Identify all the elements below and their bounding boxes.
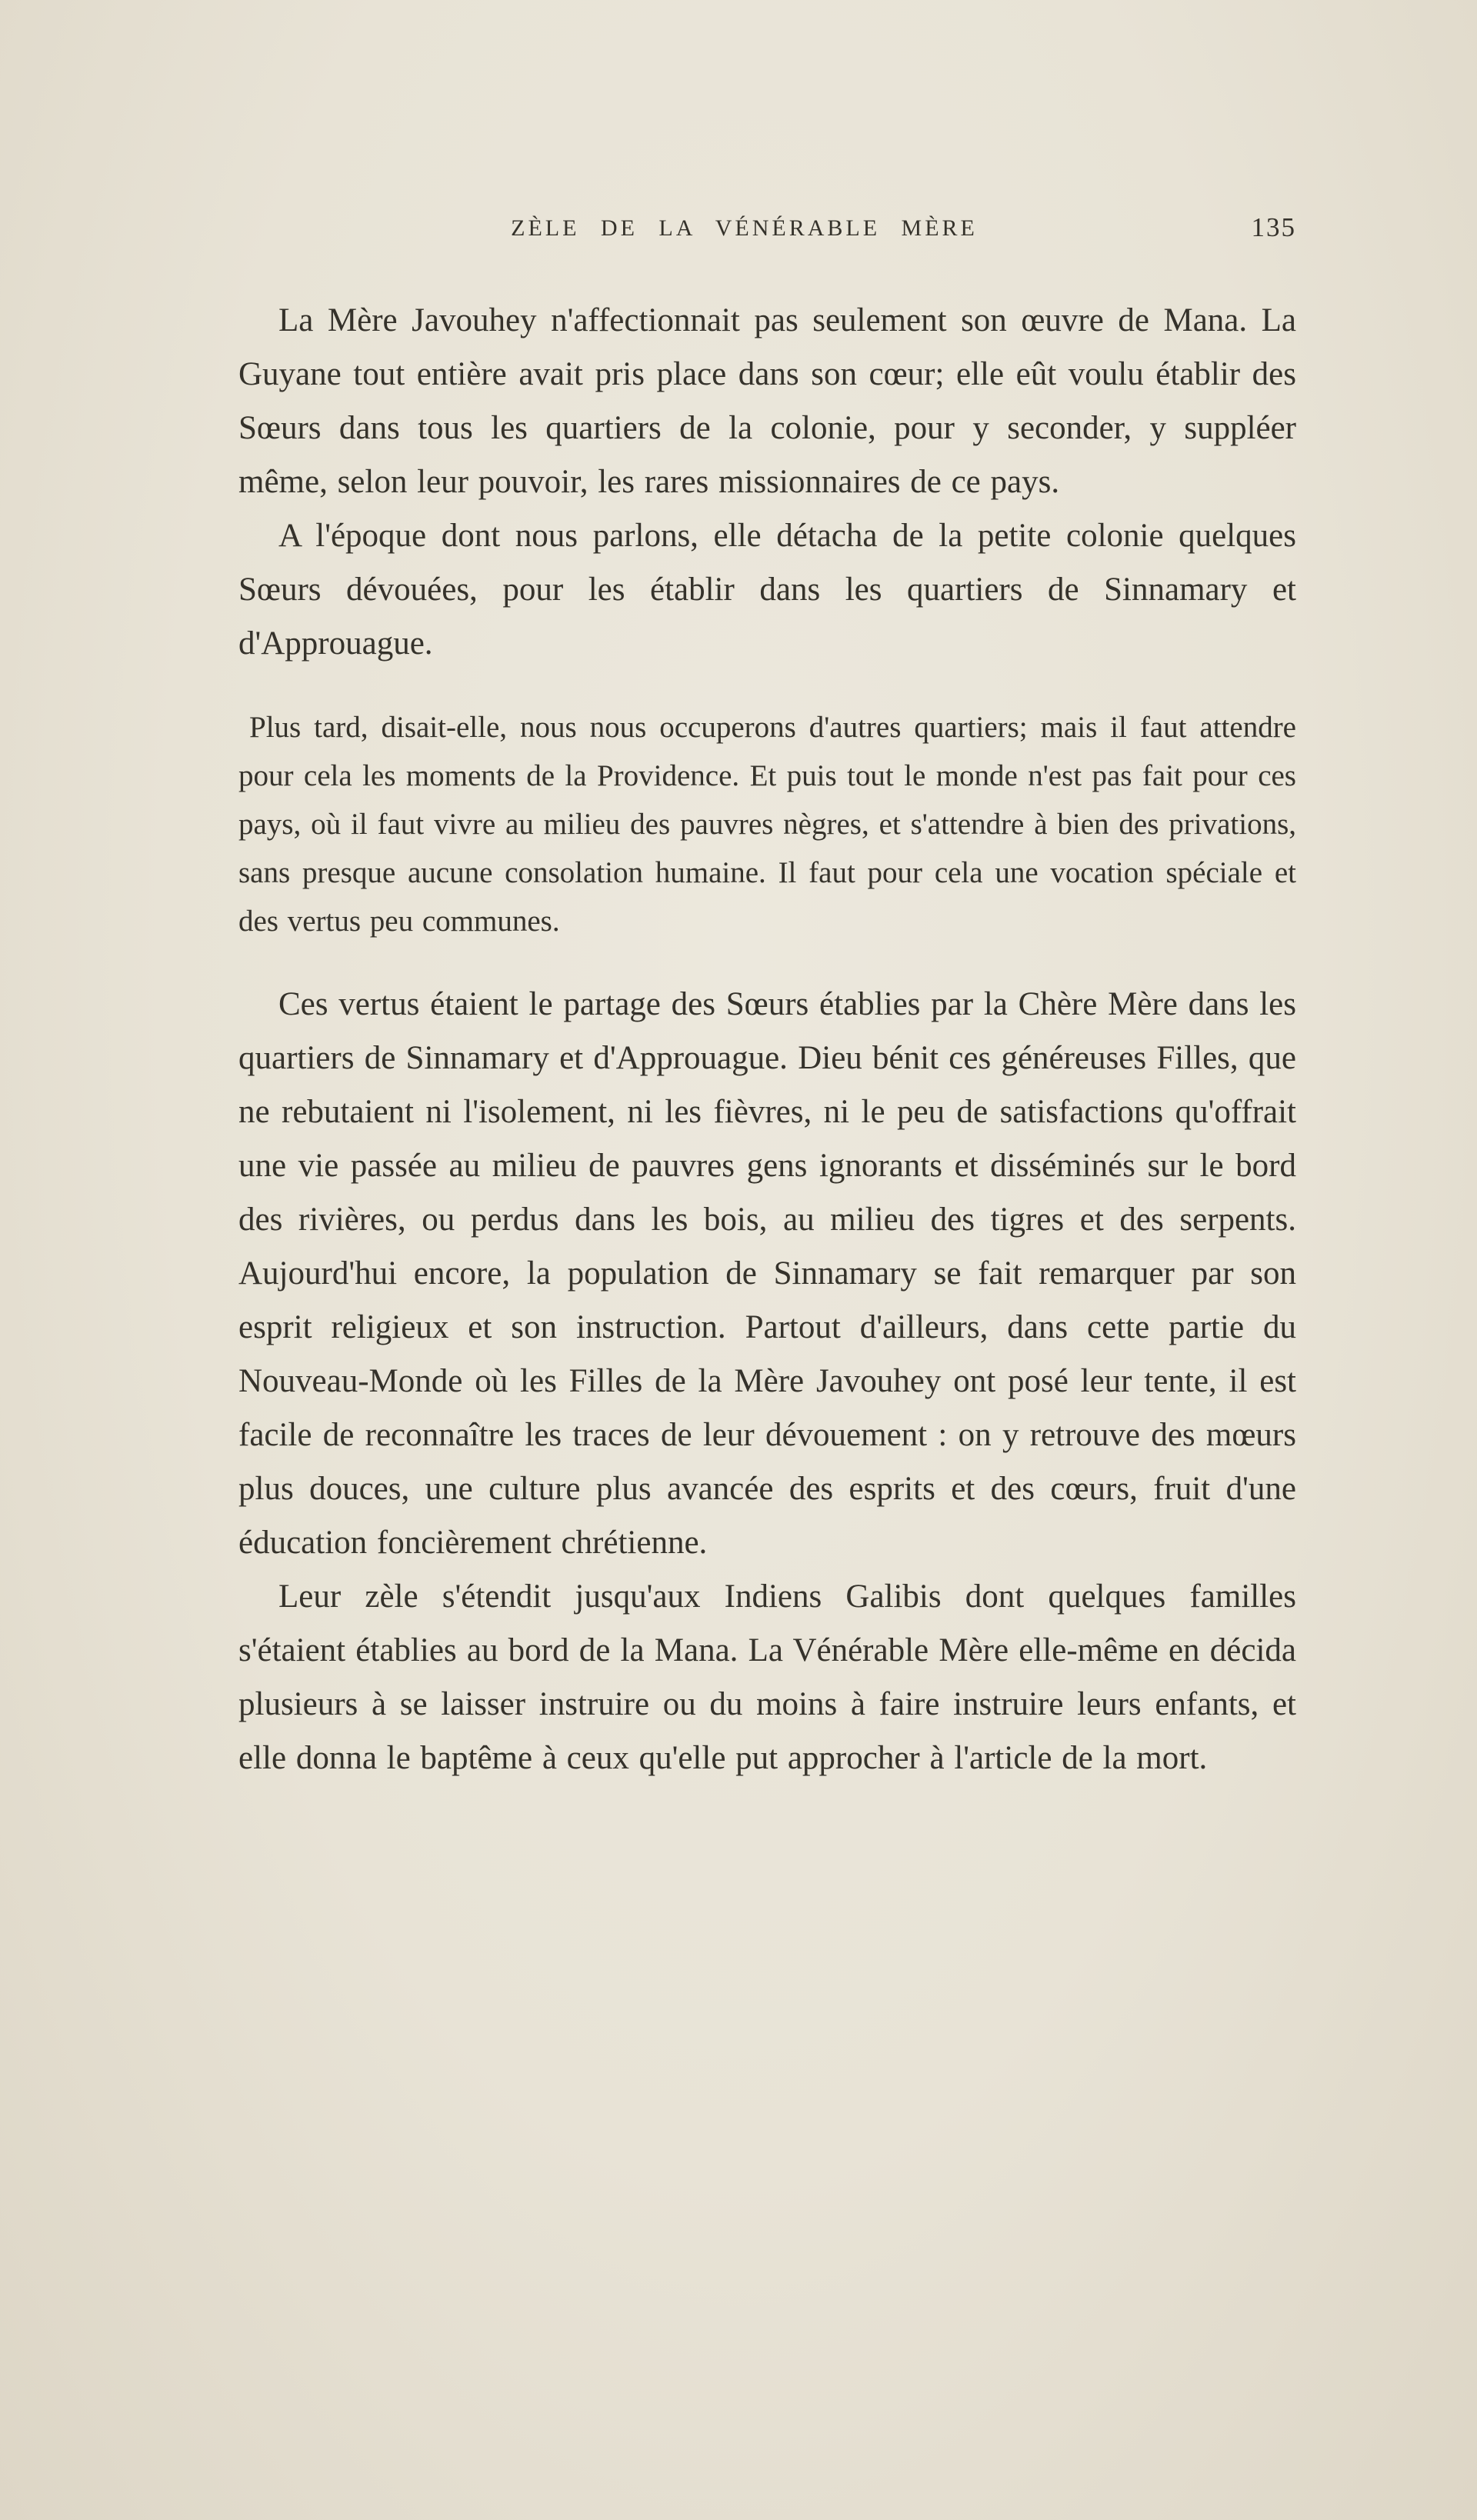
text-block	[238, 294, 1296, 1785]
page-number: 135	[1251, 212, 1296, 242]
running-head	[238, 212, 1296, 249]
paragraph-5: Leur zèle s'étendit jusqu'aux Indiens Galibis dont quelques familles s'étaient établies au bord de la Mana. La Vénérable Mère elle-même en décida plusieurs à se laisser instruire ou du moins à faire instruire leurs enfants, et elle donna le baptême à ceux qu'elle put approcher à l'article de la mort.	[238, 1578, 1296, 1776]
paragraph-3-quote: Plus tard, disait-elle, nous nous occuperons d'autres quartiers; mais il faut attendre pour cela les moments de la Providence. Et puis tout le monde n'est pas fait pour ces pays, où il faut vivre au milieu des pauvres nègres, et s'attendre à bien des privations, sans presque aucune consolation humaine. Il faut pour cela une vocation spéciale et des vertus peu communes.	[238, 711, 1296, 938]
paragraph-4: Ces vertus étaient le partage des Sœurs établies par la Chère Mère dans les quartiers de Sinnamary et d'Approuague. Dieu bénit ces généreuses Filles, que ne rebutaient ni l'isolement, ni les fièvres, ni le peu de satisfactions qu'offrait une vie passée au milieu de pauvres gens ignorants et disséminés sur le bord des rivières, ou perdus dans les bois, au milieu des tigres et des serpents. Aujourd'hui encore, la population de Sinnamary se fait remarquer par son esprit religieux et son instruction. Partout d'ailleurs, dans cette partie du Nouveau-Monde où les Filles de la Mère Javouhey ont posé leur tente, il est facile de reconnaître les traces de leur dévouement : on y retrouve des mœurs plus douces, une culture plus avancée des esprits et des cœurs, fruit d'une éducation foncièrement chrétienne.	[238, 986, 1296, 1561]
paragraph-2: A l'époque dont nous parlons, elle détacha de la petite colonie quelques Sœurs dévouées, pour les établir dans les quartiers de Sinnamary et d'Approuague.	[238, 518, 1296, 662]
paragraph-1: La Mère Javouhey n'affectionnait pas seulement son œuvre de Mana. La Guyane tout entière avait pris place dans son cœur; elle eût voulu établir des Sœurs dans tous les quartiers de la colonie, pour y seconder, y suppléer même, selon leur pouvoir, les rares missionnaires de ce pays.	[238, 302, 1296, 500]
running-title: ZÈLE DE LA VÉNÉRABLE MÈRE	[511, 215, 978, 241]
